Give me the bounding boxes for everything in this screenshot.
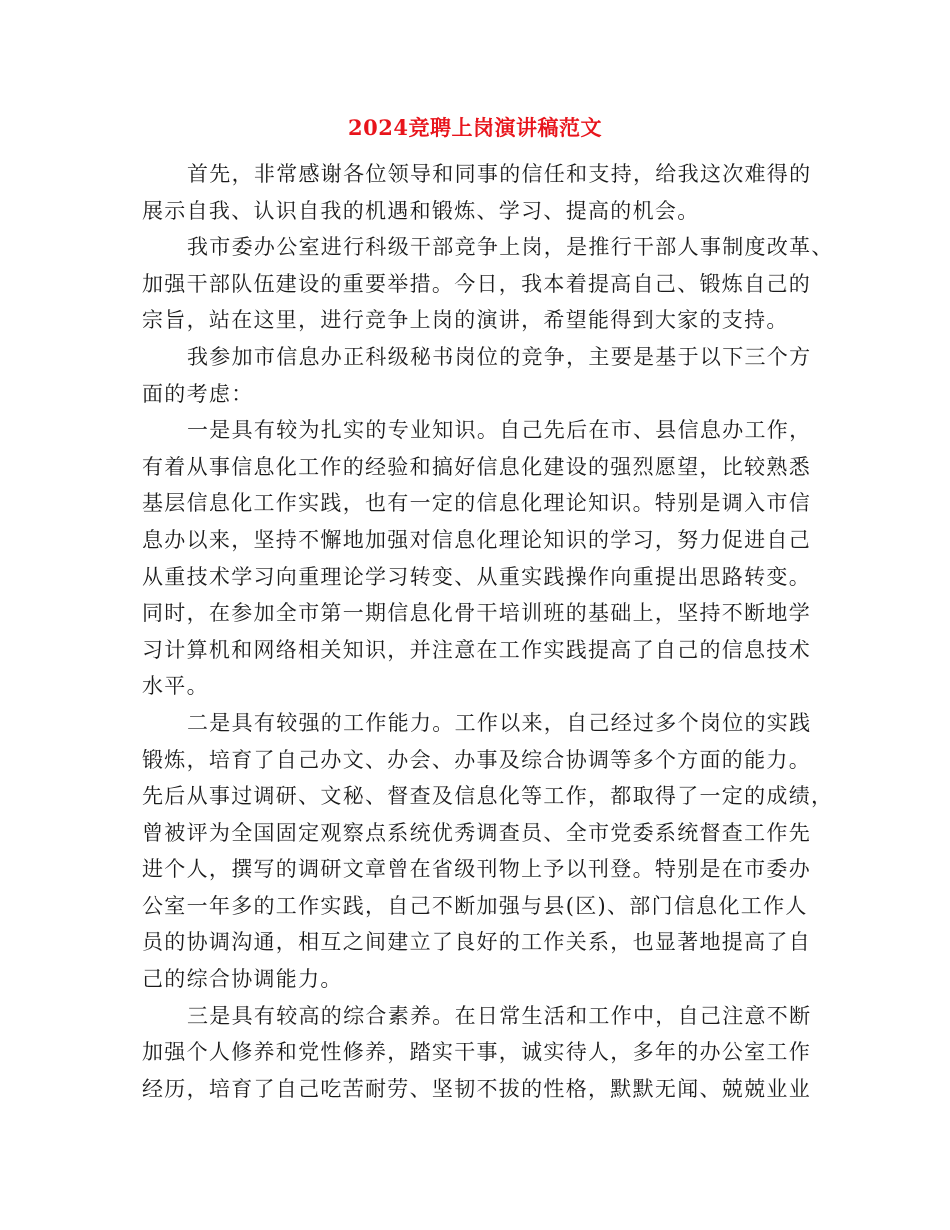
text-line: 三是具有较高的综合素养。在日常生活和工作中，自己注意不断 — [187, 1003, 812, 1028]
text-line: 加强干部队伍建设的重要举措。今日，我本着提高自己、锻炼自己的 — [142, 271, 811, 296]
text-line: 展示自我、认识自我的机遇和锻炼、学习、提高的机会。 — [142, 198, 700, 223]
text-line: 水平。 — [142, 674, 209, 699]
text-line: 先后从事过调研、文秘、督查及信息化等工作，都取得了一定的成绩， — [142, 784, 834, 809]
text-line: 二是具有较强的工作能力。工作以来，自己经过多个岗位的实践 — [187, 710, 812, 735]
text-line: 经历，培育了自己吃苦耐劳、坚韧不拔的性格，默默无闻、兢兢业业 — [142, 1076, 811, 1101]
text-line: 息办以来，坚持不懈地加强对信息化理论知识的学习，努力促进自己 — [142, 527, 811, 552]
text-line: 习计算机和网络相关知识，并注意在工作实践提高了自己的信息技术 — [142, 637, 811, 662]
text-line: 曾被评为全国固定观察点系统优秀调查员、全市党委系统督查工作先 — [142, 820, 811, 845]
text-line: 进个人，撰写的调研文章曾在省级刊物上予以刊登。特别是在市委办 — [142, 857, 811, 882]
text-line: 面的考虑： — [142, 381, 254, 406]
text-line: 我参加市信息办正科级秘书岗位的竞争，主要是基于以下三个方 — [187, 344, 812, 369]
text-line: 员的协调沟通，相互之间建立了良好的工作关系，也显著地提高了自 — [142, 930, 811, 955]
text-line: 同时，在参加全市第一期信息化骨干培训班的基础上，坚持不断地学 — [142, 601, 811, 626]
text-line: 一是具有较为扎实的专业知识。自己先后在市、县信息办工作， — [187, 418, 812, 443]
text-line: 公室一年多的工作实践，自己不断加强与县(区)、部门信息化工作人 — [142, 893, 808, 918]
document-title: 2024竞聘上岗演讲稿范文 — [348, 115, 602, 140]
text-line: 加强个人修养和党性修养，踏实干事，诚实待人，多年的办公室工作 — [142, 1040, 811, 1065]
text-line: 从重技术学习向重理论学习转变、从重实践操作向重提出思路转变。 — [142, 564, 811, 589]
text-line: 基层信息化工作实践，也有一定的信息化理论知识。特别是调入市信 — [142, 491, 811, 516]
text-line: 宗旨，站在这里，进行竞争上岗的演讲，希望能得到大家的支持。 — [142, 308, 789, 333]
document-body — [142, 156, 834, 1107]
text-line: 首先，非常感谢各位领导和同事的信任和支持，给我这次难得的 — [187, 162, 812, 186]
text-line: 己的综合协调能力。 — [142, 967, 343, 992]
text-line: 锻炼，培育了自己办文、办会、办事及综合协调等多个方面的能力。 — [142, 747, 811, 772]
text-line: 我市委办公室进行科级干部竞争上岗，是推行干部人事制度改革、 — [187, 235, 834, 260]
text-line: 有着从事信息化工作的经验和搞好信息化建设的强烈愿望，比较熟悉 — [142, 454, 811, 479]
